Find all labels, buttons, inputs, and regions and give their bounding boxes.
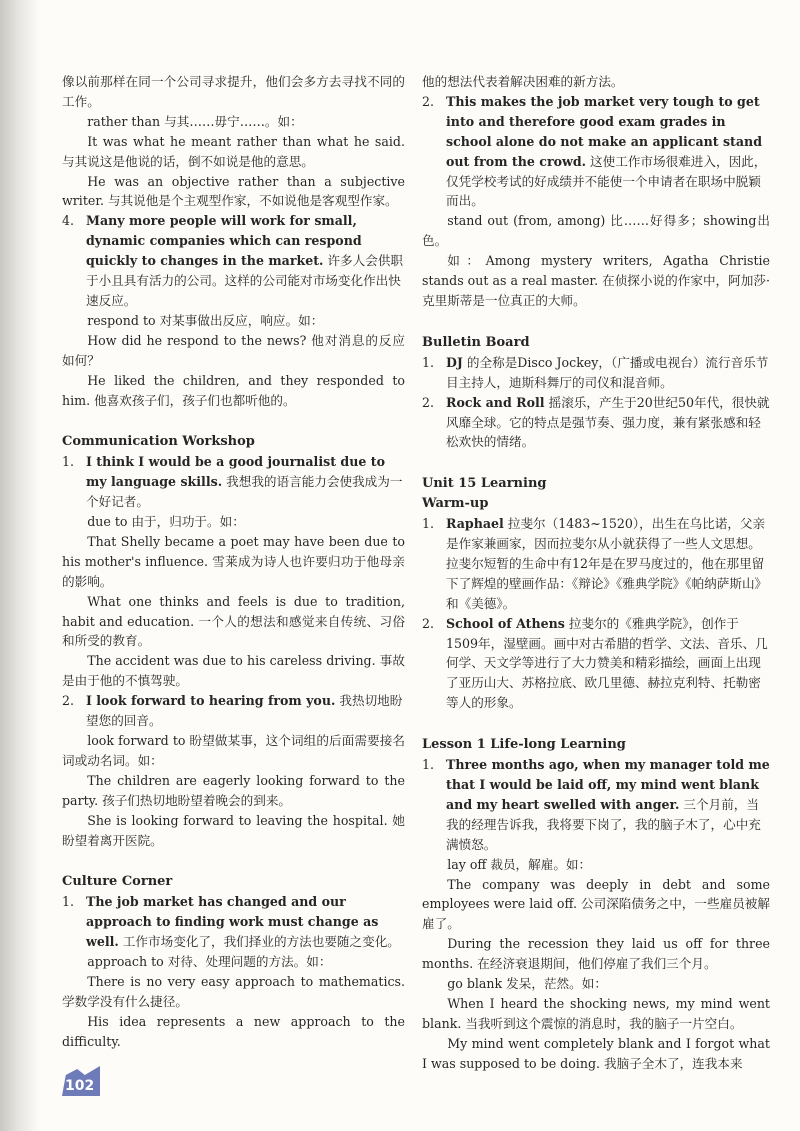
left-column — [62, 72, 405, 1052]
translation: 工作市场变化了，我们择业的方法也要随之变化。 — [122, 934, 400, 950]
section-heading: Culture Corner — [62, 874, 173, 890]
right-column — [422, 72, 770, 1074]
paragraph: He was an objective rather than a subjective writer. 与其说他是个主观型作家，不如说他是客观型作家。 — [62, 173, 405, 209]
paragraph: go blank 发呆，茫然。如： — [447, 976, 607, 992]
paragraph: His idea represents a new approach to the difficulty. — [62, 1013, 405, 1049]
translation: 我热切地盼望您的回音。 — [86, 693, 403, 729]
note-item — [62, 452, 405, 512]
paragraph: There is no very easy approach to mathematics. 学数学没有什么捷径。 — [62, 973, 405, 1009]
section-heading: Communication Workshop — [62, 434, 255, 450]
section-heading: Bulletin Board — [422, 334, 530, 350]
note-item — [422, 614, 770, 714]
paragraph: How did he respond to the news? 他对消息的反应如何？ — [62, 332, 405, 368]
page-number: 102 — [65, 1078, 95, 1094]
paragraph: 像以前那样在同一个公司寻求提升，他们会多方去寻找不同的工作。 — [62, 74, 405, 109]
item-number: 2. — [62, 693, 75, 709]
paragraph: The company was deeply in debt and some employees were laid off. 公司深陷债务之中，一些雇员被解雇了。 — [422, 876, 770, 932]
key-term: Raphael — [446, 516, 504, 532]
item-number: 2. — [422, 93, 435, 109]
paragraph: The accident was due to his careless driving. 事故是由于他的不慎驾驶。 — [62, 653, 405, 689]
key-sentence: Many more people will work for small, dynamic companies which can respond quickly to changes in the market. — [86, 213, 362, 269]
item-number: 2. — [422, 394, 435, 410]
item-number: 4. — [62, 213, 75, 229]
paragraph: That Shelly became a poet may have been due to his mother's influence. 雪莱成为诗人也许要归功于他母亲的影响。 — [62, 533, 405, 589]
lesson-heading: Lesson 1 Life-long Learning — [422, 737, 626, 753]
translation: 拉斐尔的《雅典学院》，创作于1509年，湿壁画。画中对古希腊的哲学、文法、音乐、几何学、天文学等进行了大力赞美和精彩描绘，画面上出现了亚历山大、苏格拉底、欧几里德、赫拉克利特、托勒密等人的形象。 — [446, 615, 768, 711]
paragraph: rather than 与其……毋宁……。如： — [87, 113, 303, 129]
paragraph: stand out (from, among) 比……好得多；showing出色。 — [422, 213, 770, 249]
note-item — [422, 393, 770, 453]
paragraph: He liked the children, and they responded to him. 他喜欢孩子们，孩子们也都听他的。 — [62, 372, 405, 408]
paragraph: She is looking forward to leaving the hospital. 她盼望着离开医院。 — [62, 812, 405, 848]
paragraph: approach to 对待、处理问题的方法。如： — [87, 954, 332, 970]
key-sentence: I think I would be a good journalist due to my language skills. — [86, 454, 385, 490]
note-item — [62, 211, 405, 311]
section-heading: Warm-up — [422, 496, 489, 512]
note-item — [62, 892, 405, 952]
note-item — [422, 755, 770, 855]
note-item — [422, 92, 770, 211]
paragraph: My mind went completely blank and I forgot what I was supposed to be doing. 我脑子全木了，连我本来 — [422, 1035, 770, 1071]
paragraph: What one thinks and feels is due to tradition, habit and education. 一个人的想法和感觉来自传统、习俗和所受的教育。 — [62, 593, 405, 649]
key-term: Rock and Roll — [446, 394, 545, 410]
translation: 我想我的语言能力会使我成为一个好记者。 — [86, 474, 403, 510]
note-item — [422, 353, 770, 393]
unit-heading: Unit 15 Learning — [422, 476, 547, 492]
key-sentence: This makes the job market very tough to get into and therefore good exam grades in school alone do not make an applicant stand out from the crowd. — [446, 93, 762, 169]
item-number: 1. — [422, 516, 435, 532]
item-number: 1. — [422, 757, 435, 773]
translation: 拉斐尔（1483~1520），出生在乌比诺，父亲是作家兼画家，因而拉斐尔从小就获得了一些人文思想。拉斐尔短暂的生命中有12年是在罗马度过的，他在那里留下了辉煌的壁画作品：《辩论》《雅典学院》《帕纳萨斯山》和《美德》。 — [446, 516, 768, 611]
paragraph: 如：Among mystery writers, Agatha Christie stands out as a real master. 在侦探小说的作家中，阿加莎·克里斯蒂是一位真正的大师。 — [422, 253, 770, 308]
key-term: School of Athens — [446, 615, 565, 631]
item-number: 1. — [62, 454, 75, 470]
translation: 这使工作市场很难进入，因此，仅凭学校考试的好成绩并不能使一个申请者在职场中脱颖而出。 — [446, 153, 767, 209]
paragraph: due to 由于，归功于。如： — [87, 514, 245, 530]
key-sentence: I look forward to hearing from you. — [86, 693, 336, 709]
note-item — [62, 691, 405, 731]
translation: 的全称是Disco Jockey，（广播或电视台）流行音乐节目主持人，迪斯科舞厅的司仪和混音师。 — [446, 354, 769, 390]
key-term: DJ — [446, 354, 463, 370]
item-number: 1. — [422, 354, 435, 370]
item-number: 1. — [62, 894, 75, 910]
paragraph: look forward to 盼望做某事，这个词组的后面需要接名词或动名词。如： — [62, 733, 405, 768]
paragraph: The children are eagerly looking forward to the party. 孩子们热切地盼望着晚会的到来。 — [62, 772, 405, 808]
paragraph: 他的想法代表着解决困难的新方法。 — [422, 74, 624, 89]
paragraph: lay off 裁员，解雇。如： — [447, 856, 592, 872]
translation: 摇滚乐，产生于20世纪50年代，很快就风靡全球。它的特点是强节奏、强力度，兼有紧张感和轻松欢快的情绪。 — [446, 394, 770, 450]
key-sentence: Three months ago, when my manager told me that I would be laid off, my mind went blank and my heart swelled with anger. — [446, 757, 770, 812]
paragraph: When I heard the shocking news, my mind went blank. 当我听到这个震惊的消息时，我的脑子一片空白。 — [422, 995, 770, 1031]
page-binding-shadow — [0, 0, 40, 1131]
note-item — [422, 514, 770, 614]
item-number: 2. — [422, 615, 435, 631]
key-sentence: The job market has changed and our approach to finding work must change as well. — [86, 894, 379, 950]
translation: 三个月前，当我的经理告诉我，我将要下岗了，我的脑子木了，心中充满愤怒。 — [446, 796, 761, 852]
paragraph: respond to 对某事做出反应，响应。如： — [87, 312, 324, 328]
paragraph: It was what he meant rather than what he said. 与其说这是他说的话，倒不如说是他的意思。 — [62, 133, 405, 169]
translation: 许多人会供职于小且具有活力的公司。这样的公司能对市场变化作出快速反应。 — [86, 253, 403, 308]
paragraph: During the recession they laid us off for three months. 在经济衰退期间，他们停雇了我们三个月。 — [422, 936, 770, 972]
